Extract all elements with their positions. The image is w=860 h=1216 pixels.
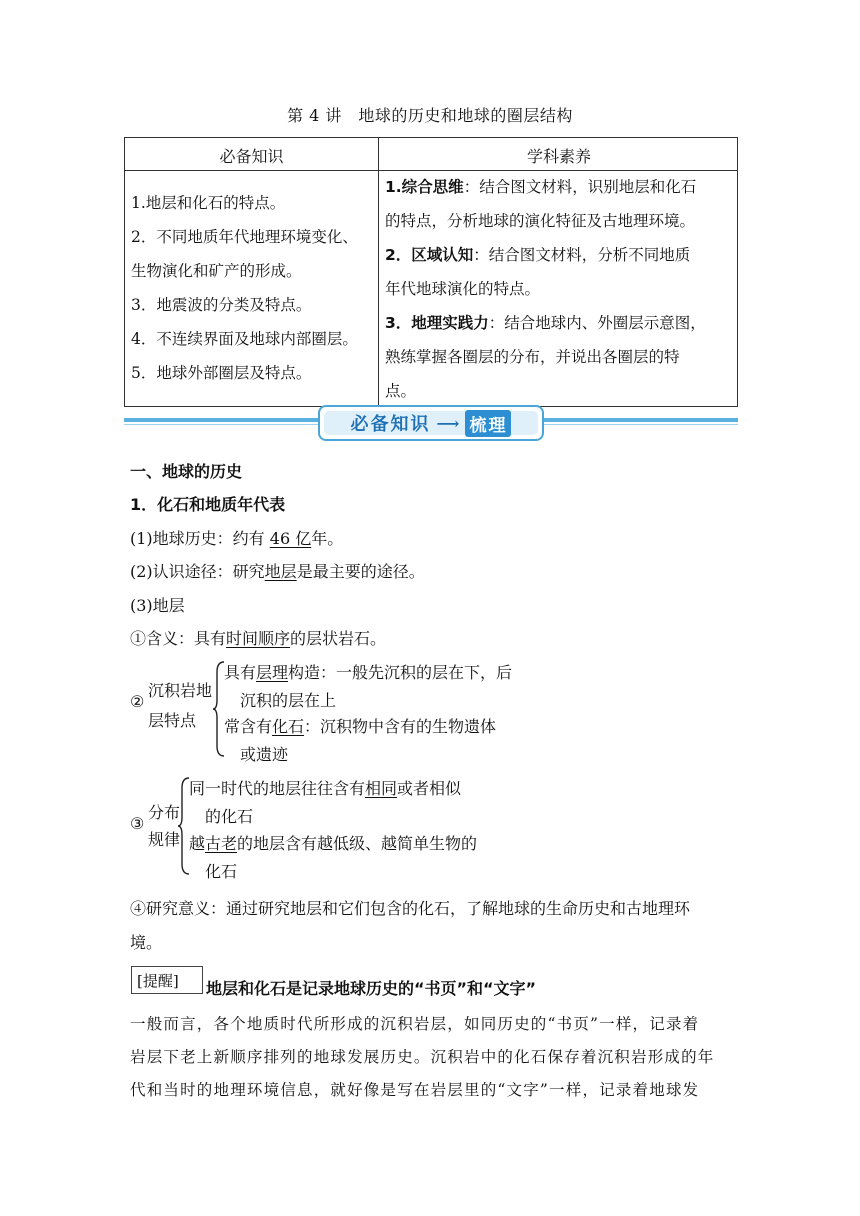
tip-title: 地层和化石是记录地球历史的“书页”和“文字” bbox=[206, 979, 537, 998]
table-header-knowledge: 必备知识 bbox=[219, 147, 284, 166]
list-item: 5．地球外部圈层及特点。 bbox=[131, 364, 312, 382]
tip-paragraph bbox=[130, 1008, 738, 1107]
paragraph-line: 一般而言，各个地质时代所形成的沉积岩层，如同历史的“书页”一样，记录着 bbox=[130, 1015, 700, 1033]
list-item: ：结合地球内、外圈层示意图， bbox=[488, 314, 706, 332]
item-number: ③ bbox=[130, 814, 145, 833]
brace-line: 化石 bbox=[205, 862, 238, 881]
brace-line: 的化石 bbox=[205, 807, 254, 826]
list-item: 4．不连续界面及地球内部圈层。 bbox=[131, 330, 358, 348]
list-item: ：结合图文材料，分析不同地质 bbox=[473, 246, 691, 264]
brace-label: 规律 bbox=[148, 830, 181, 849]
list-item: 2．不同地质年代地理环境变化、 bbox=[131, 228, 358, 246]
brace-line: 具有层理构造：一般先沉积的层在下，后 bbox=[224, 663, 513, 682]
literacy-list bbox=[385, 170, 735, 408]
table-divider bbox=[378, 138, 379, 406]
knowledge-list bbox=[131, 186, 358, 390]
list-item: 点。 bbox=[385, 382, 417, 400]
brace-line: 常含有化石：沉积物中含有的生物遗体 bbox=[224, 717, 497, 736]
paragraph: ①含义：具有时间顺序的层状岩石。 bbox=[130, 629, 387, 648]
item-number: ② bbox=[130, 692, 145, 711]
paragraph: (1)地球历史：约有 46 亿年。 bbox=[130, 529, 344, 548]
paragraph: (3)地层 bbox=[130, 596, 185, 615]
paragraph: (2)认识途径：研究地层是最主要的途径。 bbox=[130, 562, 425, 581]
section-banner bbox=[318, 405, 544, 441]
paragraph: ④研究意义：通过研究地层和它们包含的化石，了解地球的生命历史和古地理环 bbox=[130, 899, 691, 918]
brace-label: 沉积岩地 bbox=[148, 681, 213, 700]
paragraph-line: 代和当时的地理环境信息，就好像是写在岩层里的“文字”一样，记录着地球发 bbox=[130, 1081, 700, 1099]
list-item: 1.地层和化石的特点。 bbox=[131, 194, 286, 212]
list-item-bold: 3．地理实践力 bbox=[385, 314, 489, 332]
brace-line: 或遗迹 bbox=[240, 745, 289, 764]
brace-label: 分布 bbox=[148, 803, 181, 822]
list-item: 生物演化和矿产的形成。 bbox=[131, 262, 302, 280]
brace-line: 同一时代的地层往往含有相同或者相似 bbox=[189, 779, 462, 798]
list-item: 3．地震波的分类及特点。 bbox=[131, 296, 312, 314]
list-item-bold: 1.综合思维 bbox=[385, 178, 464, 196]
paragraph: 境。 bbox=[130, 933, 163, 952]
page-title: 第 4 讲 地球的历史和地球的圈层结构 bbox=[287, 106, 573, 125]
list-item: 年代地球演化的特点。 bbox=[385, 280, 541, 298]
tip-label: [提醒] bbox=[137, 972, 179, 990]
tip-label-box bbox=[131, 966, 203, 994]
objectives-table bbox=[124, 137, 738, 407]
brace-line: 沉积的层在上 bbox=[240, 691, 337, 710]
list-item-bold: 2．区域认知 bbox=[385, 246, 474, 264]
brace-label: 层特点 bbox=[148, 711, 197, 730]
paragraph-line: 岩层下老上新顺序排列的地球发展历史。沉积岩中的化石保存着沉积岩形成的年 bbox=[130, 1048, 715, 1066]
brace-line: 越古老的地层含有越低级、越简单生物的 bbox=[189, 834, 478, 853]
sub-heading: 1．化石和地质年代表 bbox=[130, 495, 286, 514]
table-header-literacy: 学科素养 bbox=[526, 147, 591, 166]
list-item: 的特点，分析地球的演化特征及古地理环境。 bbox=[385, 212, 696, 230]
arrow-right-icon: ⟶ bbox=[436, 413, 460, 433]
banner-left-text: 必备知识 bbox=[350, 414, 431, 435]
section-heading: 一、地球的历史 bbox=[130, 462, 243, 481]
banner-right-text: 梳理 bbox=[465, 410, 511, 437]
list-item: 熟练掌握各圈层的分布，并说出各圈层的特 bbox=[385, 348, 680, 366]
list-item: ：结合图文材料，识别地层和化石 bbox=[463, 178, 697, 196]
